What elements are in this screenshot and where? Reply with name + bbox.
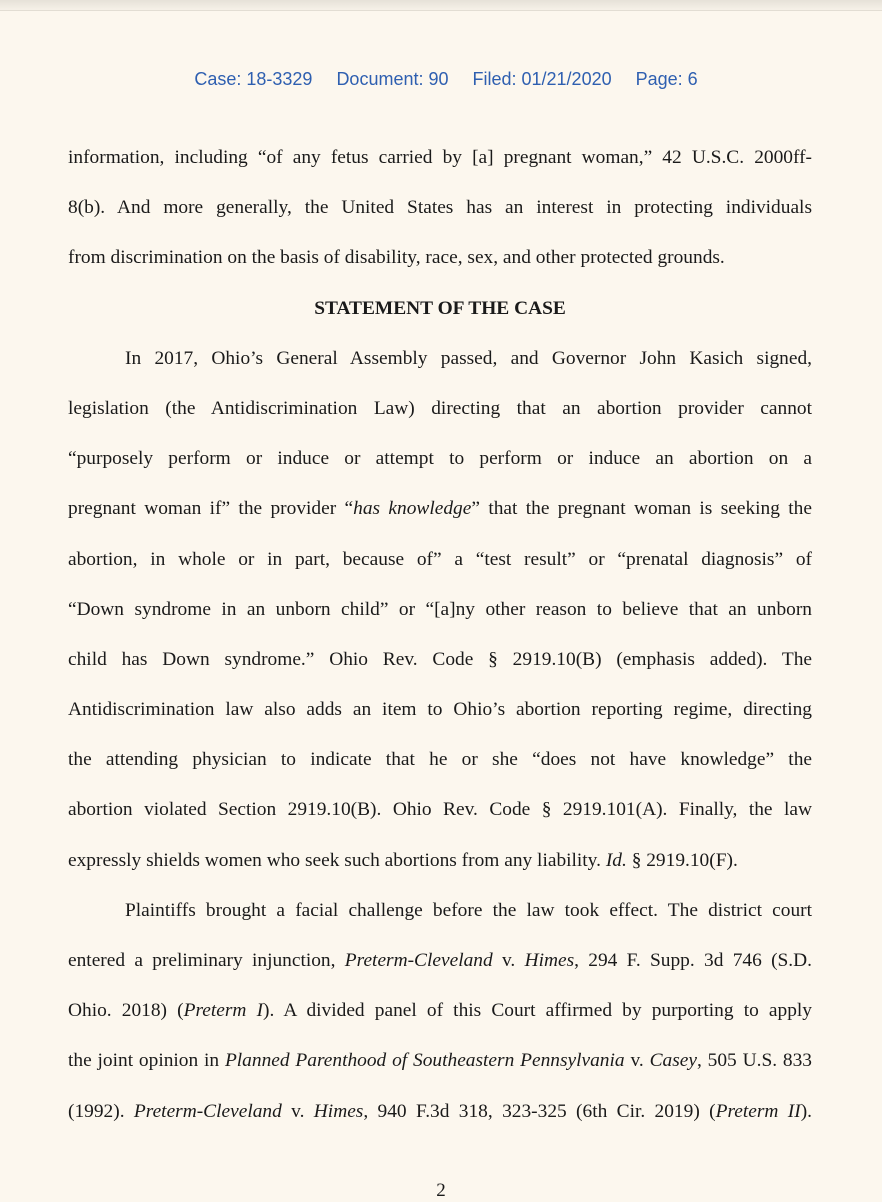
text-line: information, including “of any fetus carried by [a] pregnant woman,” 42 U.S.C. 2000ff- <box>68 147 812 168</box>
page-top-edge <box>0 0 882 11</box>
document-number: Document: 90 <box>336 69 449 89</box>
filed-date: Filed: 01/21/2020 <box>472 69 612 89</box>
text-line: abortion, in whole or in part, because of” a “test result” or “prenatal diagnosis” of <box>68 548 812 570</box>
case-number: Case: 18-3329 <box>194 69 313 89</box>
filing-header <box>0 48 882 90</box>
text-line: (1992). Preterm-Cleveland v. Himes, 940 F.3d 318, 323-325 (6th Cir. 2019) (Preterm II). <box>68 1100 812 1122</box>
section-heading: STATEMENT OF THE CASE <box>314 297 566 319</box>
page-number: 2 <box>436 1180 446 1201</box>
document-body <box>68 133 812 1137</box>
case-citation: Casey <box>649 1050 697 1072</box>
case-citation: Id. <box>605 849 627 871</box>
text-line: Ohio. 2018) (Preterm I). A divided panel of this Court affirmed by purporting to apply <box>68 1000 812 1022</box>
text-line: 8(b). And more generally, the United States has an interest in protecting individuals <box>68 197 812 219</box>
case-citation: Preterm I <box>183 1000 264 1022</box>
emphasis: has knowledge <box>353 498 472 520</box>
case-citation: Planned Parenthood of Southeastern Pennsylvania <box>224 1050 625 1072</box>
case-citation: Himes <box>524 950 575 971</box>
text-line: pregnant woman if” the provider “has knowledge” that the pregnant woman is seeking the <box>68 498 812 520</box>
text-line: expressly shields women who seek such abortions from any liability. Id. § 2919.10(F). <box>68 849 738 871</box>
case-citation: Preterm II <box>715 1100 801 1122</box>
text-line: “purposely perform or induce or attempt to perform or induce an abortion on a <box>68 448 812 470</box>
text-line: entered a preliminary injunction, Preterm-Cleveland v. Himes, 294 F. Supp. 3d 746 (S.D. <box>68 950 813 971</box>
text-line: abortion violated Section 2919.10(B). Ohio Rev. Code § 2919.101(A). Finally, the law <box>68 799 812 821</box>
text-line: In 2017, Ohio’s General Assembly passed, and Governor John Kasich signed, <box>125 347 812 369</box>
case-citation: Preterm-Cleveland <box>133 1100 282 1122</box>
text-line: the joint opinion in Planned Parenthood of Southeastern Pennsylvania v. Casey, 505 U.S. 833 <box>68 1050 813 1072</box>
text-line: legislation (the Antidiscrimination Law) directing that an abortion provider cannot <box>68 397 812 419</box>
case-citation: Himes <box>313 1100 364 1122</box>
page-label: Page: 6 <box>635 69 698 89</box>
case-citation: Preterm-Cleveland <box>344 950 493 971</box>
text-line: Antidiscrimination law also adds an item to Ohio’s abortion reporting regime, directing <box>68 699 812 721</box>
text-line: child has Down syndrome.” Ohio Rev. Code § 2919.10(B) (emphasis added). The <box>68 648 812 670</box>
text-line: the attending physician to indicate that he or she “does not have knowledge” the <box>68 749 812 771</box>
text-line: “Down syndrome in an unborn child” or “[a]ny other reason to believe that an unborn <box>68 598 812 620</box>
text-line: Plaintiffs brought a facial challenge before the law took effect. The district court <box>125 899 812 921</box>
text-line: from discrimination on the basis of disability, race, sex, and other protected grounds. <box>68 247 725 269</box>
